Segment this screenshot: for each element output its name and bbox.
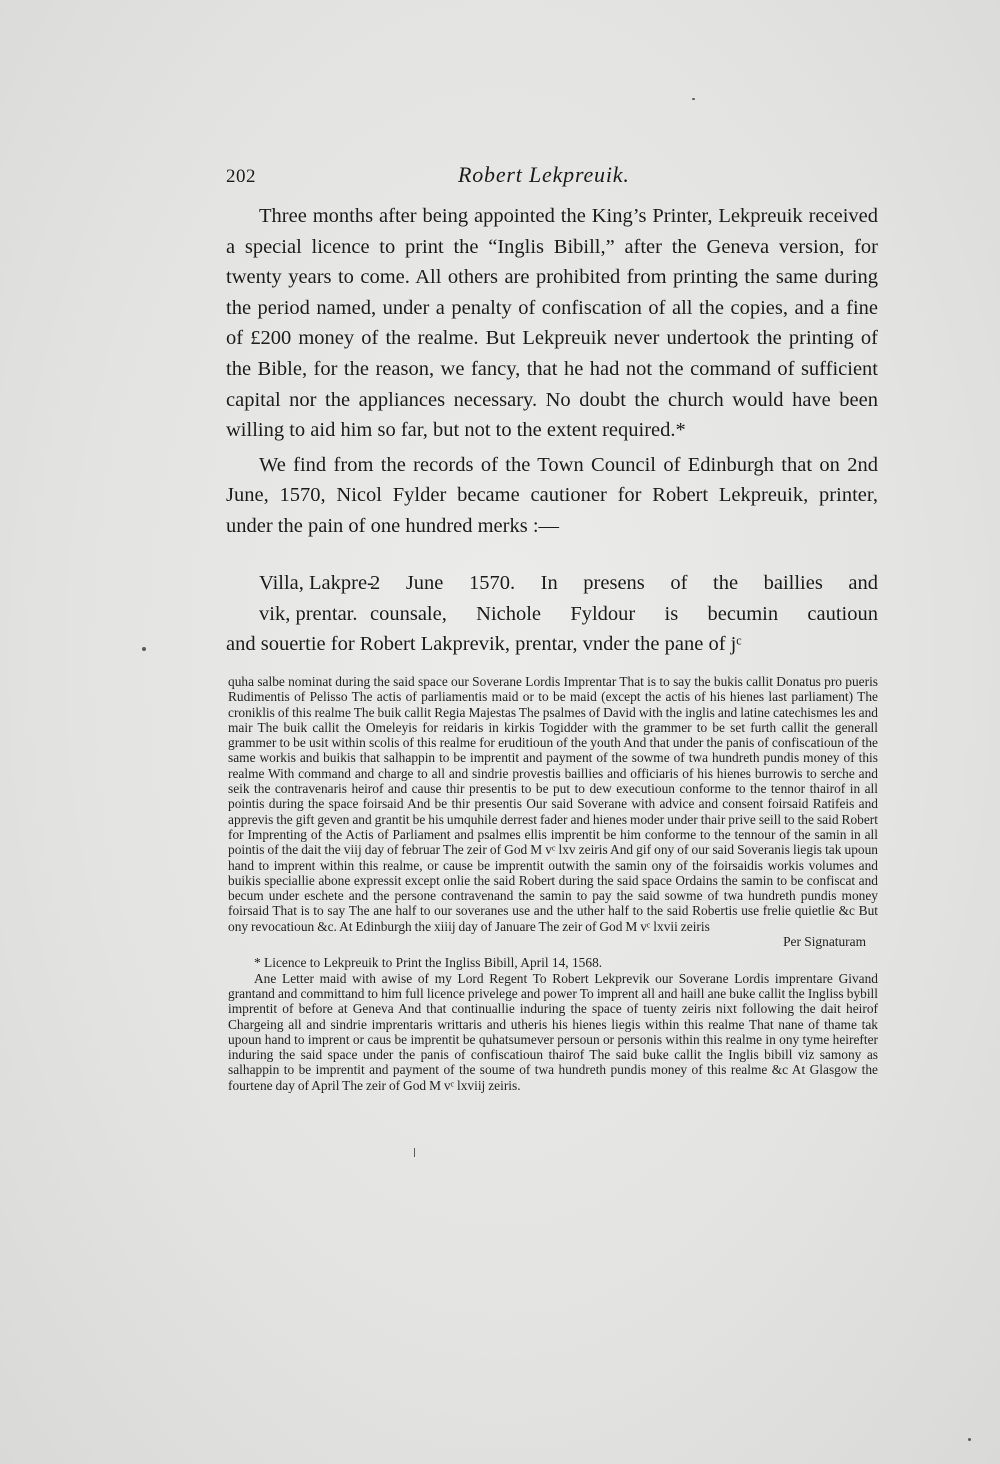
paragraph-town-council: We find from the records of the Town Council of Edinburgh that on 2nd June, 1570, Nicol Fylder became cautioner for Robert Lekpreuik, printer, under the pain of one hundred merks :— bbox=[226, 453, 878, 537]
page-number: 202 bbox=[226, 166, 256, 187]
record-text-line-1: 2 June 1570. In presens of the baillies and bbox=[370, 572, 878, 594]
footnote-text: Ane Letter maid with awise of my Lord Regent To Robert Lekprevik our Soverane Lordis imprentare Givand grantand and committand to him full licence privelege and power To imprent all and haill ane buke callit the Ingliss bybill imprentit of before at Geneva And that continuallie induring the space of tuenty zeiris nixt following the dait heirof Chargeing all and sindrie imprentaris writtaris and utheris his hienes liegis within this realme That nane of thame tak upoun hand to imprent or caus be imprentit be quhatsumever persoun or personis within this realme in ony tyme heirefter induring the said space under the panis of confiscatioun thairof The said buke callit the Inglis bibill viz samony as salhappin to be imprentit and payment of the soume of twa hundreth pundis money of this realme &c At Glasgow the fourtene day of April The zeir of God M vᶜ lxviij zeiris. bbox=[228, 970, 878, 1093]
page-header bbox=[226, 162, 880, 192]
footnote-heading: * Licence to Lekpreuik to Print the Ingliss Bibill, April 14, 1568. bbox=[254, 955, 603, 971]
record-text-line-3: and souertie for Robert Lakprevik, prentar, vnder the pane of jᶜ bbox=[226, 633, 742, 656]
main-text bbox=[226, 201, 878, 542]
record-text-line-2: counsale, Nichole Fyldour is becumin cautioun bbox=[370, 602, 878, 625]
footnotes bbox=[228, 674, 878, 1093]
footnote-signature: Per Signaturam bbox=[783, 934, 866, 950]
record-row-1 bbox=[226, 568, 878, 599]
paragraph-licence: Three months after being appointed the King’s Printer, Lekpreuik received a special licence to print the “Inglis Bibill,” after the Geneva version, for twenty years to come. All others are prohibited from printing the same during the period named, under a penalty of confiscation of all the copies, and a fine of £200 money of the realme. But Lekpreuik never undertook the printing of the Bible, for the reason, we fancy, that he had not the command of sufficient capital nor the appliances necessary. No doubt the church would have been willing to aid him so far, but not to the extent required.* bbox=[226, 205, 878, 442]
running-title: Robert Lekpreuik. bbox=[458, 162, 630, 187]
margin-note-line-2: vik, prentar. bbox=[259, 602, 358, 625]
record-row-2 bbox=[226, 599, 878, 630]
footnote-continuation: quha salbe nominat during the said space our Soverane Lordis Imprentar That is to say the bukis callit Donatus pro pueris Rudimentis of Pelisso The actis of parliamentis maid or to be maid (except the actis of his hienes last parliament) The croniklis of this realme The buik callit Regia Majestas The psalmes of David with the inglis and latine catechismes les and mair The buik callit the Omeleyis for reidaris in kirkis Togidder with the grammer to be set furth callit the generall grammer to be usit within scolis of this realme for eruditioun of the youth And that under the panis of confiscatioun of the same workis and buikis that salhappin to be imprentit and payment of the sowme of twa hundreth pundis money of this realme With command and charge to all and sindrie provestis baillies and officiaris of his hienes burrowis to serche and seik the contravenaris heirof and cause thir presentis to be put to dew executioun conforme to the tennor thairof in all pointis during the space foirsaid And be thir presentis Our said Soverane with advice and consent foirsaid Ratifeis and apprevis the gift geven and grantit be his umquhile derrest fader and hienes moder under thair prive seill to the said Robert for Imprenting of the Actis of Parliament and psalmes ellis imprentit be him conforme to the tennour of the samin in all pointis of the dait the viij day of februar The zeir of God M vᶜ lxv zeiris And gif ony of our said Soveranis liegis tak upoun hand to imprent within this realme, or cause be imprentit outwith the samin ony of the foirsaidis workis volumes and buikis speciallie abone expressit except onlie the said Robert during the said space Ordains the samin to be confiscat and becum under eschete and the persone contravenand the samin to pay the said sowme of twa hundreth pundis money foirsaid That is to say The ane half to our soveranes use and the uther half to the said Robertis use frelie quietlie &c But ony revocatioun &c. At Edinburgh the xiiij day of Januare The zeir of God M vᶜ lxvii zeiris bbox=[228, 674, 878, 934]
council-record-extract bbox=[226, 568, 878, 660]
paper-speck bbox=[414, 1148, 415, 1157]
paper-speck bbox=[968, 1438, 971, 1441]
paper-speck bbox=[142, 647, 146, 651]
paper-speck bbox=[692, 98, 695, 100]
margin-note-line-1: Villa, Lakpre- bbox=[259, 572, 374, 594]
